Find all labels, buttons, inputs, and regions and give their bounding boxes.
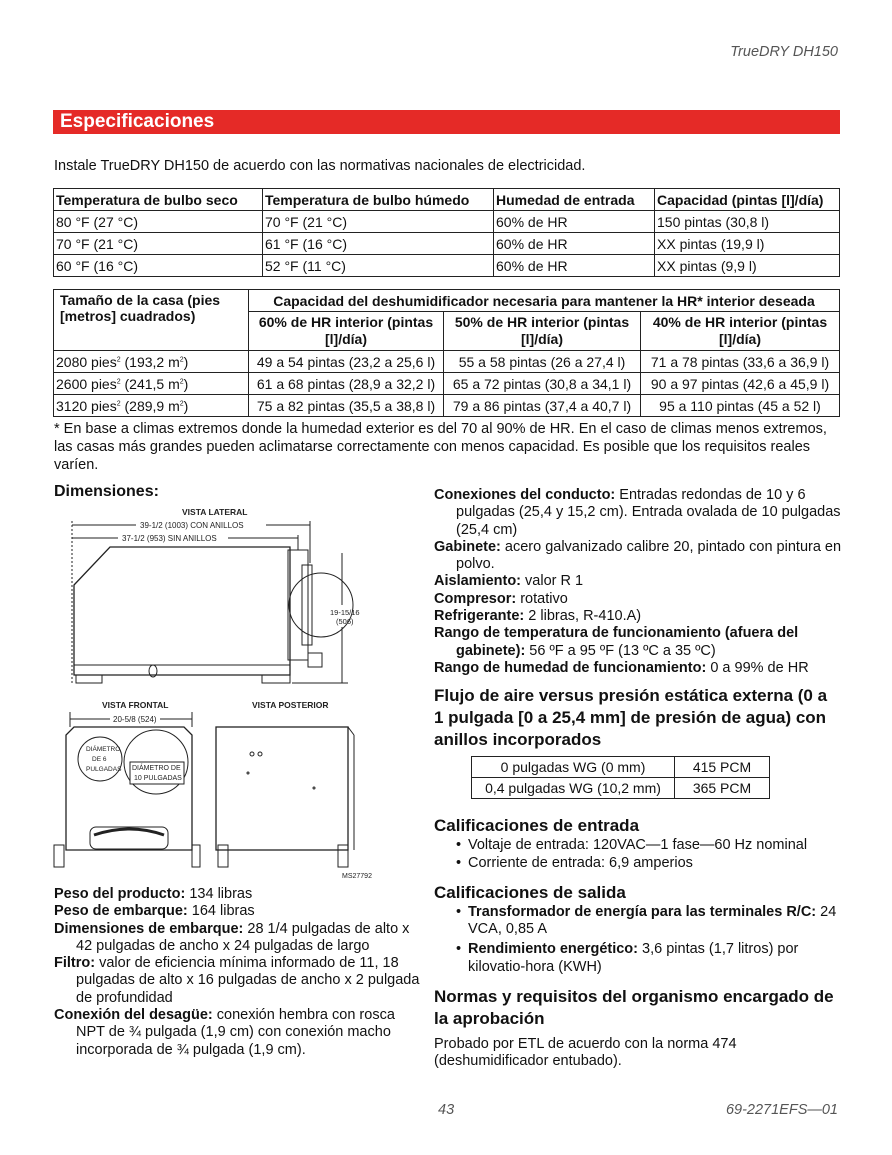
left-spec-list [54, 886, 424, 1059]
footnote: * En base a climas extremos donde la humedad exterior es del 70 al 90% de HR. En el caso de climas menos extremos, las casas más grandes pueden aclimatarse correctamente con menos capacidad. Es posible que los requisitos reales varíen. [54, 421, 827, 473]
table-cell: 90 a 97 pintas (42,6 a 45,9 l) [641, 373, 840, 395]
table-row [54, 395, 840, 417]
table-row [54, 233, 840, 255]
table-cell: 71 a 78 pintas (33,6 a 36,9 l) [641, 351, 840, 373]
dia10-label-b: 10 PULGADAS [134, 775, 182, 782]
table-header-row [54, 290, 840, 312]
table-header-cell: Humedad de entrada [494, 189, 655, 211]
spec-item: Conexiones del conducto: Entradas redondas de 10 y 6 pulgadas (25,4 y 15,2 cm). Entrada ovalada de 10 pulgadas (25,4 cm) [434, 487, 841, 538]
table-cell: 60% de HR [494, 211, 655, 233]
table-cell: 365 PCM [675, 778, 770, 799]
row-header-cell: Tamaño de la casa (pies [metros] cuadrados) [54, 290, 249, 351]
table-cell: 70 °F (21 °C) [54, 233, 263, 255]
table-header-cell: Temperatura de bulbo húmedo [263, 189, 494, 211]
spec-item: Compresor: rotativo [434, 590, 568, 607]
rear-view-label: VISTA POSTERIOR [252, 700, 329, 710]
airflow-heading: Flujo de aire versus presión estática externa (0 a 1 pulgada [0 a 25,4 mm] de presión de agua) con anillos incorporados [434, 686, 828, 750]
table-cell: 70 °F (21 °C) [263, 211, 494, 233]
dim-with-rings: 39-1/2 (1003) CON ANILLOS [140, 521, 244, 530]
table-cell: 150 pintas (30,8 l) [655, 211, 840, 233]
side-view-label: VISTA LATERAL [182, 507, 248, 517]
norms-text: Probado por ETL de acuerdo con la norma 474 (deshumidificador entubado). [434, 1036, 737, 1070]
list-item: • Rendimiento energético: 3,6 pintas (1,7 litros) por kilovatio-hora (KWH) [456, 941, 799, 975]
table-cell: 415 PCM [675, 757, 770, 778]
spec-item: Rango de humedad de funcionamiento: 0 a 99% de HR [434, 659, 809, 676]
height-dim-a: 19-15/16 [330, 608, 360, 617]
house-size-cell: 2080 pies$^2$ (193,2 $m^2$) [54, 351, 249, 373]
table-cell: XX pintas (19,9 l) [655, 233, 840, 255]
table-cell: 95 a 110 pintas (45 a 52 l) [641, 395, 840, 417]
section-title: Especificaciones [60, 111, 215, 132]
table-cell: 75 a 82 pintas (35,5 a 38,8 l) [249, 395, 444, 417]
house-size-cell: 2600 pies$^2$ (241,5 $m^2$) [54, 373, 249, 395]
table-row [54, 373, 840, 395]
table-header-cell: Capacidad (pintas [l]/día) [655, 189, 840, 211]
dim-without-rings: 37-1/2 (953) SIN ANILLOS [122, 534, 217, 543]
spec-item: Filtro: valor de eficiencia mínima informado de 11, 18 pulgadas de alto x 16 pulgadas de ancho x 2 pulgada de profundidad [54, 955, 420, 1006]
document-header-title: TrueDRY DH150 [730, 44, 838, 60]
table-row [54, 351, 840, 373]
table-row [472, 778, 770, 799]
table-row [472, 757, 770, 778]
sub-header-cell: 50% de HR interior (pintas [l]/día) [444, 312, 641, 351]
group-header-cell: Capacidad del deshumidificador necesaria para mantener la HR* interior deseada [249, 290, 840, 312]
house-size-table [53, 289, 840, 417]
table-cell: 60% de HR [494, 255, 655, 277]
house-size-cell: 3120 pies$^2$ (289,9 $m^2$) [54, 395, 249, 417]
table-cell: 52 °F (11 °C) [263, 255, 494, 277]
spec-item: Aislamiento: valor R 1 [434, 573, 584, 590]
table-cell: 60% de HR [494, 233, 655, 255]
list-item: • Corriente de entrada: 6,9 amperios [456, 854, 693, 871]
width-dim: 20-5/8 (524) [113, 715, 157, 724]
table-cell: 61 °F (16 °C) [263, 233, 494, 255]
norms-heading: Normas y requisitos del organismo encargado de la aprobación [434, 987, 834, 1029]
sub-header-cell: 60% de HR interior (pintas [l]/día) [249, 312, 444, 351]
table-cell: 0 pulgadas WG (0 mm) [472, 757, 675, 778]
table-cell: XX pintas (9,9 l) [655, 255, 840, 277]
table-cell: 80 °F (27 °C) [54, 211, 263, 233]
section-title-bar [53, 110, 840, 134]
table-cell: 61 a 68 pintas (28,9 a 32,2 l) [249, 373, 444, 395]
table-cell: 49 a 54 pintas (23,2 a 25,6 l) [249, 351, 444, 373]
dia10-label-a: DIÁMETRO DE [132, 765, 181, 772]
height-dim-b: (506) [336, 617, 354, 626]
spec-item: Peso del producto: 134 libras [54, 886, 253, 902]
spec-item: Conexión del desagüe: conexión hembra con rosca NPT de ¾ pulgada (1,9 cm) con conexión macho incorporada de ¾ pulgada (1,9 cm). [54, 1007, 395, 1058]
table-header-cell: Temperatura de bulbo seco [54, 189, 263, 211]
dia6-label-b: DE 6 [92, 756, 107, 763]
sub-header-cell: 40% de HR interior (pintas [l]/día) [641, 312, 840, 351]
dimensions-heading: Dimensiones: [54, 483, 159, 500]
table-row [54, 211, 840, 233]
dia6-label-c: PULGADAS [86, 766, 122, 773]
table-cell: 0,4 pulgadas WG (10,2 mm) [472, 778, 675, 799]
page-number: 43 [438, 1102, 455, 1118]
spec-item: Peso de embarque: 164 libras [54, 903, 255, 920]
table-cell: 60 °F (16 °C) [54, 255, 263, 277]
table-cell: 65 a 72 pintas (30,8 a 34,1 l) [444, 373, 641, 395]
capacity-table [53, 188, 840, 277]
list-item: • Voltaje de entrada: 120VAC—1 fase—60 Hz nominal [456, 837, 808, 854]
table-cell: 79 a 86 pintas (37,4 a 40,7 l) [444, 395, 641, 417]
drawing-code: MS27792 [342, 873, 372, 880]
dimensions-drawing [52, 505, 372, 885]
table-cell: 55 a 58 pintas (26 a 27,4 l) [444, 351, 641, 373]
output-ratings-heading: Calificaciones de salida [434, 882, 626, 902]
front-view-label: VISTA FRONTAL [102, 700, 169, 710]
spec-item: Refrigerante: 2 libras, R-410.A) [434, 608, 642, 625]
spec-item: Dimensiones de embarque: 28 1/4 pulgadas de alto x 42 pulgadas de ancho x 24 pulgadas de largo [54, 920, 410, 954]
table-row [54, 255, 840, 277]
spec-item: Gabinete: acero galvanizado calibre 20, pintado con pintura en polvo. [434, 538, 842, 573]
dia6-label-a: DIÁMETRO [86, 746, 121, 753]
input-ratings-heading: Calificaciones de entrada [434, 816, 640, 836]
airflow-table [471, 756, 770, 799]
spec-item: Rango de temperatura de funcionamiento (afuera del gabinete): 56 ºF a 95 ºF (13 ºC a 35 ºC) [434, 625, 799, 659]
document-code: 69-2271EFS—01 [725, 1102, 838, 1118]
intro-text: Instale TrueDRY DH150 de acuerdo con las normativas nacionales de electricidad. [54, 158, 586, 174]
list-item: • Transformador de energía para las terminales R/C: 24 VCA, 0,85 A [456, 903, 837, 938]
table-header-row [54, 189, 840, 211]
